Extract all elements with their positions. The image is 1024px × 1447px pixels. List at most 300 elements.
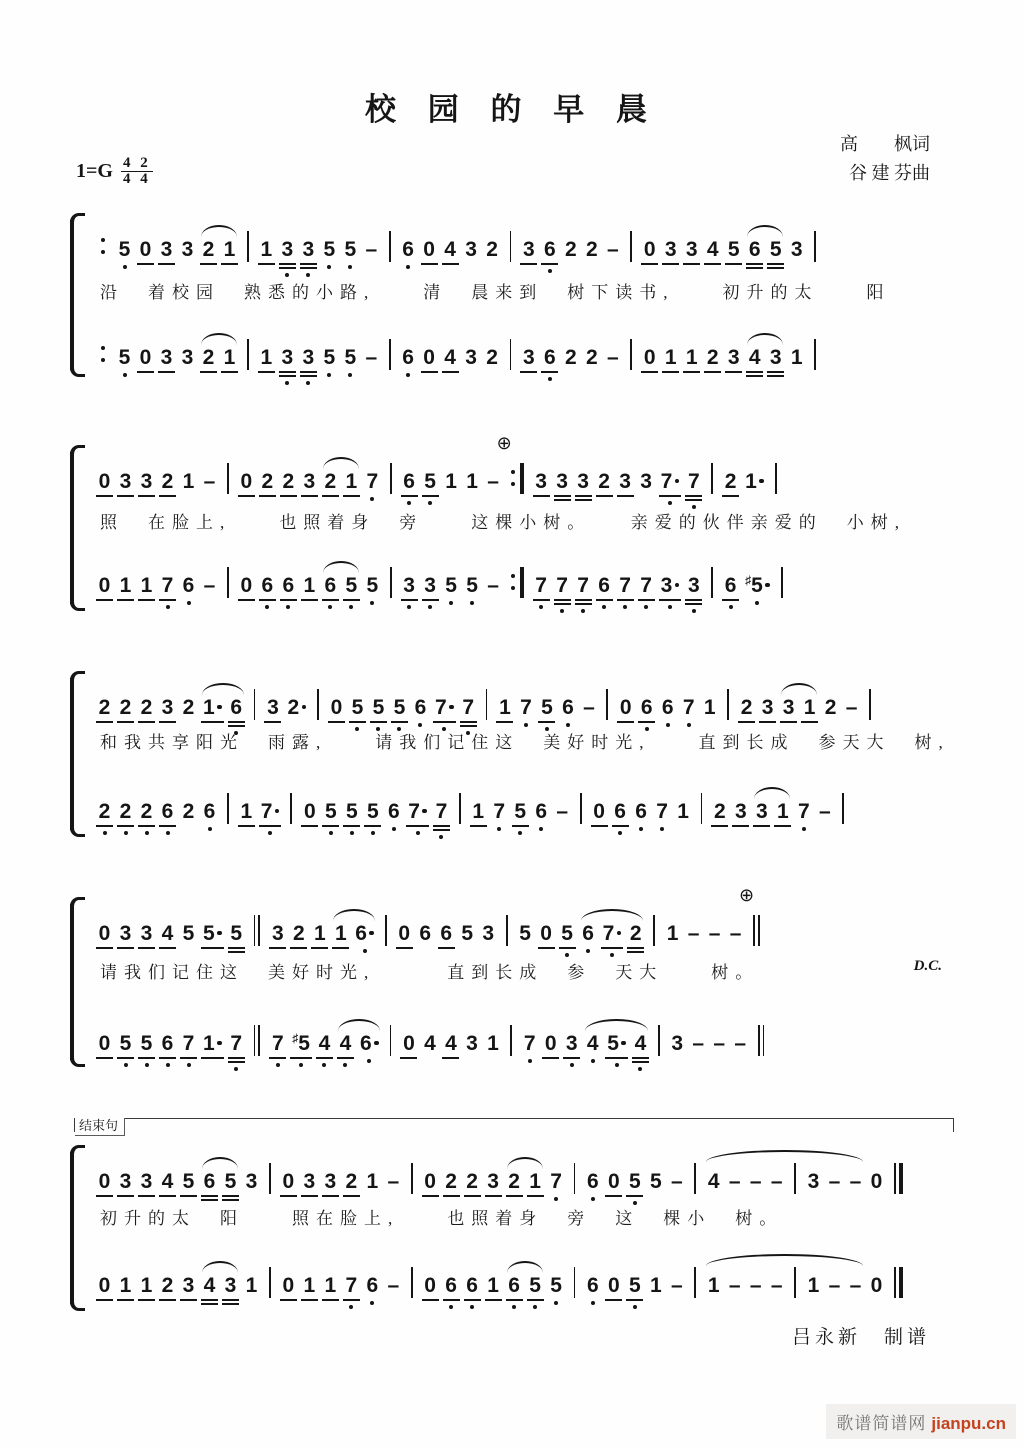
beam-underline <box>732 825 749 827</box>
beam-underline <box>442 371 459 373</box>
barline <box>227 793 229 824</box>
slur-group <box>703 1163 866 1194</box>
beam-underline <box>685 603 702 605</box>
octave-dot <box>166 1063 170 1067</box>
note: 0 <box>98 922 111 946</box>
note: 3 <box>119 922 132 946</box>
note: 1 <box>650 1274 662 1297</box>
beam-underline <box>464 1195 481 1197</box>
octave-dot <box>407 605 411 609</box>
time-signature <box>121 156 153 187</box>
beam-underline <box>485 1195 502 1197</box>
beam-underline <box>659 495 682 497</box>
beam-underline <box>391 721 408 723</box>
beam-underline <box>222 1299 239 1301</box>
note: 2 <box>140 800 153 824</box>
system-1-voice-2 <box>94 336 954 370</box>
note: 3 <box>161 696 174 720</box>
note: 7 <box>345 1274 358 1298</box>
note: – <box>728 1170 741 1193</box>
credits <box>840 130 930 188</box>
beam-underline <box>117 495 134 497</box>
note: 2 <box>202 238 215 262</box>
barline <box>390 1025 392 1056</box>
octave-dot <box>348 373 352 377</box>
beam-underline <box>159 721 176 723</box>
note: 2 <box>824 696 837 719</box>
note: 2 <box>486 346 498 369</box>
note: 1 <box>487 1274 500 1298</box>
note: 5 <box>344 238 357 262</box>
note: 6 <box>635 800 648 824</box>
octave-dot <box>276 1063 280 1067</box>
barline <box>794 1163 796 1194</box>
barline <box>510 231 512 262</box>
beam-underline <box>159 1299 176 1301</box>
note: 1 <box>345 470 358 494</box>
beam-underline <box>601 947 624 949</box>
beam-underline <box>300 375 317 377</box>
beam-underline <box>138 721 155 723</box>
note: 3 <box>565 1032 578 1056</box>
barline <box>894 1163 903 1194</box>
barline <box>727 689 729 720</box>
augmentation-dot <box>765 583 770 588</box>
octave-dot <box>729 605 733 609</box>
slur-group <box>199 696 247 720</box>
octave-dot <box>524 723 528 727</box>
note: 0 <box>619 696 632 720</box>
note: 6 <box>387 800 400 824</box>
note: – <box>387 1170 400 1193</box>
octave-dot <box>145 831 149 835</box>
slur-group <box>744 238 786 262</box>
time-signature-denominators: 4 4 <box>122 171 151 187</box>
octave-dot <box>638 1067 642 1071</box>
beam-underline <box>563 1057 580 1059</box>
slur-group <box>703 1267 866 1298</box>
barline <box>653 915 655 946</box>
octave-dot <box>187 1063 191 1067</box>
barline <box>753 915 760 946</box>
repeat-dots <box>101 340 105 368</box>
beam-underline <box>460 725 477 727</box>
beam-underline <box>422 1195 439 1197</box>
note: 2 <box>98 696 111 720</box>
note: 7 <box>435 696 454 720</box>
beam-underline <box>158 371 175 373</box>
note: 5 <box>345 800 358 824</box>
octave-dot <box>566 723 570 727</box>
beam-underline <box>767 371 784 373</box>
beam-underline <box>200 371 217 373</box>
octave-dot <box>470 601 474 605</box>
beam-underline <box>180 1299 197 1301</box>
note: 0 <box>423 238 436 262</box>
barline <box>511 463 524 494</box>
note: 2 <box>586 238 598 261</box>
slur-group <box>504 1170 546 1194</box>
beam-underline <box>238 495 255 497</box>
note: 1 <box>445 470 457 493</box>
note: 0 <box>607 1170 620 1194</box>
da-capo-mark: D.C. <box>913 958 942 974</box>
barline <box>101 339 107 370</box>
note: 3 <box>466 1032 478 1055</box>
note: 5 <box>628 1274 641 1298</box>
note: – <box>671 1274 683 1297</box>
note: 6 <box>543 238 556 262</box>
beam-underline <box>711 825 728 827</box>
barline <box>254 915 261 946</box>
barline <box>389 339 391 370</box>
note: 5 <box>424 470 437 494</box>
system-3-voice-2 <box>94 790 954 824</box>
octave-dot <box>285 273 289 277</box>
note: 7 <box>640 574 653 598</box>
beam-underline <box>485 1299 502 1301</box>
octave-dot <box>755 601 759 605</box>
note: 6 <box>261 574 274 598</box>
note: 6 <box>355 922 374 946</box>
octave-dot <box>618 831 622 835</box>
beam-underline <box>470 825 487 827</box>
beam-underline <box>641 371 658 373</box>
note: 6 <box>419 922 432 945</box>
site-watermark <box>826 1404 1016 1439</box>
octave-dot <box>371 831 375 835</box>
octave-dot <box>692 609 696 613</box>
beam-underline <box>442 263 459 265</box>
note: 5 <box>769 238 782 262</box>
sharp-accidental: ♯ <box>745 573 752 587</box>
beam-underline <box>159 599 176 601</box>
note: 3 <box>302 346 315 370</box>
note: 1 <box>685 346 698 370</box>
repeat-dots <box>101 232 105 260</box>
note: 3 <box>755 800 768 824</box>
beam-underline <box>605 1195 622 1197</box>
note: 0 <box>98 1032 111 1056</box>
note: 2 <box>119 800 132 824</box>
note: 5 <box>182 1170 195 1194</box>
barline <box>574 1163 576 1194</box>
octave-dot <box>285 381 289 385</box>
note: 0 <box>240 470 253 494</box>
barline <box>711 463 713 494</box>
note: 3 <box>181 238 194 261</box>
octave-dot <box>623 605 627 609</box>
note: 7 <box>535 574 548 598</box>
beam-underline <box>279 375 296 377</box>
beam-underline <box>228 1057 245 1059</box>
note: 3 <box>556 470 569 494</box>
note: 4 <box>748 346 761 370</box>
beam-underline <box>311 947 328 949</box>
augmentation-dot <box>675 479 680 484</box>
beam-underline <box>117 947 134 949</box>
note: 0 <box>607 1274 620 1298</box>
note: 1 <box>303 574 316 598</box>
beam-underline <box>685 495 702 497</box>
note: 5 <box>514 800 527 824</box>
system-2-lyrics: 照 在脸上, 也照着身 旁 这棵小树。 亲爱的伙伴亲爱的 小树, <box>100 513 906 532</box>
note: 4 <box>161 1170 174 1194</box>
beam-underline <box>96 825 113 827</box>
octave-dot <box>539 827 543 831</box>
note: – <box>487 574 499 597</box>
note: – <box>713 1032 726 1055</box>
note: – <box>607 238 619 261</box>
beam-underline <box>96 1195 113 1197</box>
note: 0 <box>139 238 152 262</box>
note: 1 <box>334 922 347 946</box>
slur-group <box>778 696 820 720</box>
octave-dot <box>299 1063 303 1067</box>
note: 3 <box>303 470 316 494</box>
barline <box>510 339 512 370</box>
engraver-credit: 吕永新 制谱 <box>791 1327 930 1348</box>
beam-underline <box>632 1061 649 1063</box>
beam-underline <box>774 825 791 827</box>
slur-group <box>199 1274 241 1298</box>
system-1-lyrics: 沿 着校园 熟悉的小路, 清 晨来到 树下读书, 初升的太 阳 <box>100 283 891 302</box>
system-2 <box>70 433 954 614</box>
beam-underline <box>596 495 613 497</box>
note: 4 <box>444 346 457 370</box>
beam-underline <box>228 721 245 723</box>
barline <box>814 339 816 370</box>
note: 1 <box>182 470 195 493</box>
system-4 <box>70 882 954 1070</box>
note: 3 <box>807 1170 820 1193</box>
slur-group <box>578 922 647 946</box>
note: 4 <box>444 1032 457 1056</box>
note: 2 <box>161 470 174 494</box>
note: 6 <box>640 696 653 720</box>
octave-dot <box>123 265 127 269</box>
octave-dot <box>581 609 585 613</box>
augmentation-dot <box>217 1041 222 1046</box>
beam-underline <box>591 825 608 827</box>
note: 1 <box>776 800 789 824</box>
note: 1 <box>664 346 677 370</box>
note: 5 <box>230 922 243 946</box>
barline <box>894 1267 903 1298</box>
beam-underline <box>704 263 721 265</box>
note: 7 <box>687 470 700 494</box>
system-1 <box>70 218 954 390</box>
note: 6 <box>203 1170 216 1194</box>
beam-underline <box>228 1061 245 1063</box>
system-5-lyrics: 初升的太 阳 照在脸上, 也照着身 旁 这 棵小 树。 <box>100 1209 784 1228</box>
note: 1 <box>119 574 132 598</box>
beam-underline <box>159 1057 176 1059</box>
note: ♯5 <box>745 568 770 598</box>
note: 1 <box>240 800 253 824</box>
system-4-voice-2 <box>94 1022 954 1056</box>
beam-underline <box>617 599 634 601</box>
octave-dot <box>265 605 269 609</box>
beam-underline <box>767 267 784 269</box>
augmentation-dot <box>675 583 680 588</box>
augmentation-dot <box>302 705 307 710</box>
barline <box>694 1163 696 1194</box>
note: 6 <box>414 696 427 720</box>
augmentation-dot <box>449 705 454 710</box>
beam-underline <box>159 1195 176 1197</box>
note: 3 <box>140 1170 153 1194</box>
note: 2 <box>508 1170 521 1194</box>
octave-dot <box>439 835 443 839</box>
note: 2 <box>565 238 577 261</box>
slur-group <box>198 238 240 262</box>
octave-dot <box>268 831 272 835</box>
barline <box>411 1163 413 1194</box>
note: 3 <box>424 574 437 598</box>
beam-underline <box>541 263 558 265</box>
note: 6 <box>508 1274 521 1298</box>
note: 1 <box>677 800 689 823</box>
system-bracket <box>70 678 84 830</box>
beam-underline <box>438 947 455 949</box>
barline <box>701 793 703 824</box>
beam-underline <box>117 1057 134 1059</box>
note: 7 <box>519 696 532 720</box>
beam-underline <box>406 825 429 827</box>
beam-underline <box>138 599 155 601</box>
beam-underline <box>520 371 537 373</box>
beam-underline <box>300 267 317 269</box>
beam-underline <box>627 947 644 949</box>
note: 2 <box>287 696 306 720</box>
note: 5 <box>140 1032 153 1056</box>
note: – <box>749 1170 762 1193</box>
note: 3 <box>160 238 173 262</box>
beam-underline <box>746 375 763 377</box>
beam-underline <box>612 825 629 827</box>
beam-underline <box>533 495 550 497</box>
note: 5 <box>323 238 336 262</box>
system-5 <box>70 1112 954 1308</box>
augmentation-dot <box>275 809 280 814</box>
octave-dot <box>208 827 212 831</box>
beam-underline <box>443 1195 460 1197</box>
note: 2 <box>202 346 215 370</box>
beam-underline <box>506 1195 523 1197</box>
beam-underline <box>201 1299 218 1301</box>
note: 7 <box>261 800 280 824</box>
beam-underline <box>596 599 613 601</box>
octave-dot <box>528 1059 532 1063</box>
beam-underline <box>343 599 360 601</box>
octave-dot <box>234 1067 238 1071</box>
beam-underline <box>316 1057 333 1059</box>
system-bracket <box>70 1152 84 1304</box>
augmentation-dot <box>759 479 764 484</box>
note: 0 <box>544 1032 557 1056</box>
octave-dot <box>103 831 107 835</box>
beam-underline <box>300 371 317 373</box>
barline <box>390 463 392 494</box>
beam-underline <box>575 603 592 605</box>
note: 4 <box>203 1274 216 1298</box>
note: 2 <box>565 346 577 369</box>
octave-dot <box>187 601 191 605</box>
note: 3 <box>727 346 740 370</box>
note: 1 <box>260 346 273 370</box>
octave-dot <box>666 723 670 727</box>
note: 5 <box>366 800 379 824</box>
note: 3 <box>160 346 173 370</box>
beam-underline <box>159 825 176 827</box>
beam-underline <box>617 495 634 497</box>
slur-group <box>320 470 362 494</box>
note: 0 <box>643 346 656 370</box>
octave-dot <box>350 831 354 835</box>
octave-dot <box>591 1197 595 1201</box>
note: 1 <box>703 696 716 719</box>
beam-underline <box>238 599 255 601</box>
note: 1 <box>366 1170 379 1193</box>
octave-dot <box>512 1305 516 1309</box>
note: 5 <box>119 1032 132 1056</box>
augmentation-dot <box>621 1041 626 1046</box>
note: 0 <box>98 470 111 494</box>
lyricist-credit: 高 枫词 <box>840 134 930 154</box>
note: 4 <box>318 1032 331 1056</box>
note: – <box>828 1274 841 1297</box>
beam-underline <box>401 599 418 601</box>
page-title: 校 园 的 早 晨 <box>365 92 659 127</box>
note: 3 <box>245 1170 258 1193</box>
system-3-voice-1 <box>94 686 954 720</box>
barline <box>247 231 249 262</box>
note: 5 <box>650 1170 662 1193</box>
note: 5 <box>203 922 222 946</box>
beam-underline <box>433 721 456 723</box>
beam-underline <box>626 1299 643 1301</box>
augmentation-dot <box>374 1041 379 1046</box>
octave-dot <box>591 1059 595 1063</box>
beam-underline <box>746 267 763 269</box>
beam-underline <box>138 947 155 949</box>
note: 3 <box>140 470 153 494</box>
octave-dot <box>407 501 411 505</box>
beam-underline <box>96 721 113 723</box>
note: 3 <box>687 574 700 598</box>
note: 1 <box>745 470 764 494</box>
note: – <box>365 346 378 369</box>
octave-dot <box>615 1063 619 1067</box>
octave-dot <box>327 265 331 269</box>
beam-underline <box>269 947 286 949</box>
beam-underline <box>725 263 742 265</box>
beam-underline <box>337 1057 354 1059</box>
note: 2 <box>345 1170 358 1194</box>
beam-underline <box>605 1299 622 1301</box>
octave-dot <box>548 269 552 273</box>
beam-underline <box>138 1299 155 1301</box>
beam-underline <box>725 371 742 373</box>
beam-underline <box>400 1057 417 1059</box>
beam-underline <box>662 263 679 265</box>
beam-underline <box>538 947 555 949</box>
note: 6 <box>203 800 216 824</box>
note: 2 <box>98 800 111 824</box>
note: 6 <box>661 696 674 720</box>
note: 1 <box>303 1274 316 1298</box>
